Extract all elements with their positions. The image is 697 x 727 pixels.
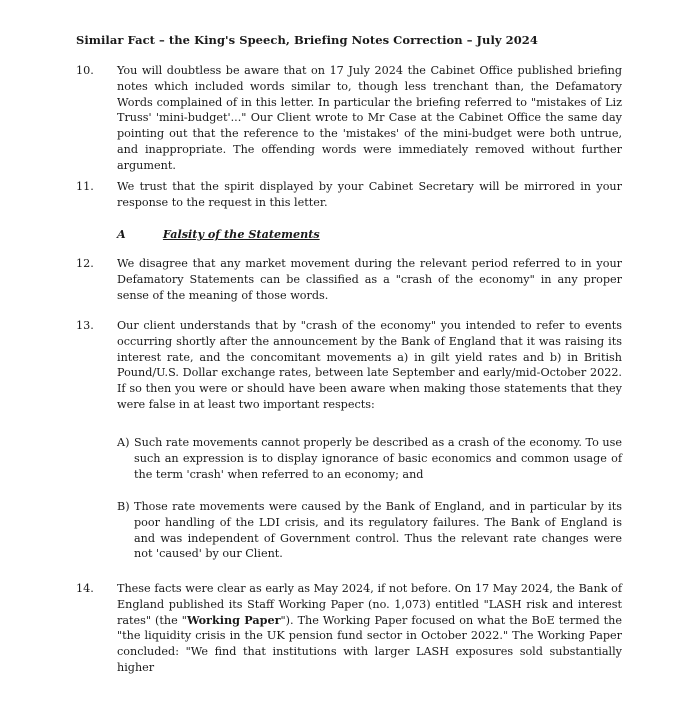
section-title-text: Falsity of the Statements <box>162 227 320 241</box>
section-letter: A <box>117 227 126 241</box>
paragraph-text-part: "). The Working Paper focused on what the BoE termed the "the liquidity crisis in the UK pension fund sector in October 2022." The Working Paper concluded: "We find that institutions with larger LASH exposures sold substantially higher <box>117 613 622 674</box>
paragraph-number: 11. <box>76 180 94 193</box>
section-a-title <box>117 227 320 241</box>
paragraph-text: Our client understands that by "crash of the economy" you intended to refer to events occurring shortly after the announcement by the Bank of England that it was raising its interest rate, and the concomitant movements a) in gilt yield rates and b) in British Pound/U.S. Dollar exchange rates, between late September and early/mid-October 2022. If so then you were or should have been aware when making those statements that they were false in at least two important respects: <box>117 319 622 411</box>
subparagraph-a <box>117 435 622 482</box>
paragraph-text-part: These facts were clear as early as May 2024, if not before. On 17 May 2024, the Bank of England published its Staff Working Paper (no. 1,073) entitled "LASH risk and interest rates" (the " <box>117 582 622 627</box>
subparagraph-text: Those rate movements were caused by the Bank of England, and in particular by its poor handling of the LDI crisis, and its regulatory failures. The Bank of England is and was independent of Government control. Thus the relevant rate changes were not 'caused' by our Client. <box>134 500 622 561</box>
paragraph-11 <box>76 179 622 211</box>
paragraph-13 <box>76 318 622 413</box>
paragraph-text <box>117 581 622 676</box>
paragraph-text: You will doubtless be aware that on 17 July 2024 the Cabinet Office published briefing notes which included words similar to, though less trenchant than, the Defamatory Words complained of in this letter. In particular the briefing referred to "mistakes of Liz Truss' 'mini-budget'..." Our Client wrote to Mr Case at the Cabinet Office the same day pointing out that the reference to the 'mistakes' of the mini-budget were both untrue, and inappropriate. The offending words were immediately removed without further argument. <box>117 64 622 172</box>
defined-term: Working Paper <box>186 612 281 627</box>
paragraph-number: 13. <box>76 319 94 332</box>
subparagraph-text: Such rate movements cannot properly be described as a crash of the economy. To use such an expression is to display ignorance of basic economics and common usage of the term 'crash' when referred to an economy; and <box>134 436 622 481</box>
paragraph-12 <box>76 256 622 303</box>
paragraph-number: 14. <box>76 582 94 595</box>
paragraph-number: 10. <box>76 64 94 77</box>
section-heading: Similar Fact – the King's Speech, Briefing Notes Correction – July 2024 <box>76 33 538 47</box>
paragraph-text: We trust that the spirit displayed by your Cabinet Secretary will be mirrored in your response to the request in this letter. <box>117 180 622 209</box>
paragraph-10 <box>76 63 622 174</box>
subparagraph-number: B) <box>117 500 130 513</box>
subparagraph-number: A) <box>117 436 130 449</box>
paragraph-14 <box>76 581 622 676</box>
paragraph-number: 12. <box>76 257 94 270</box>
subparagraph-b <box>117 499 622 562</box>
paragraph-text: We disagree that any market movement during the relevant period referred to in your Defamatory Statements can be classified as a "crash of the economy" in any proper sense of the meaning of those words. <box>117 257 622 302</box>
